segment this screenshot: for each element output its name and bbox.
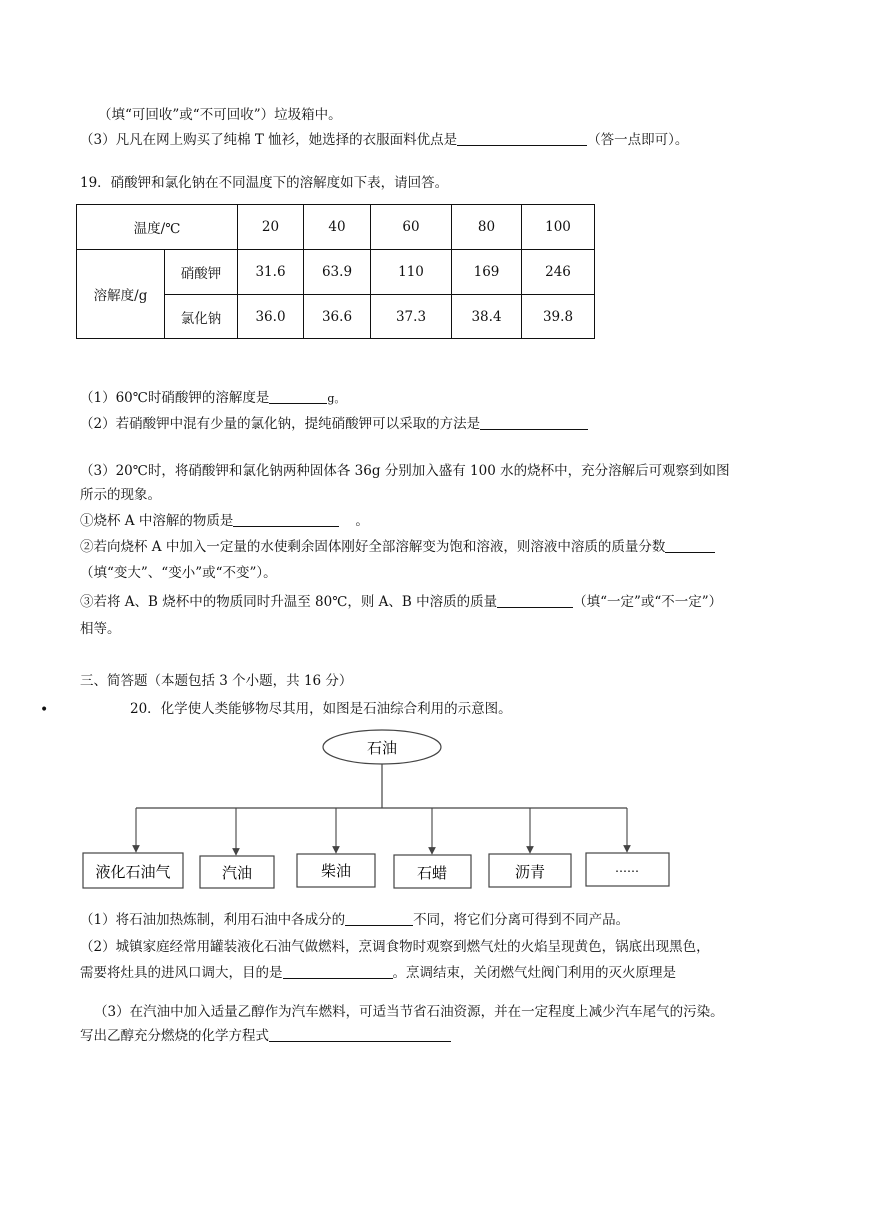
question-text: 不同，将它们分离可得到不同产品。 <box>413 912 630 928</box>
text-line: （2）城镇家庭经常用罐装液化石油气做燃料，烹调食物时观察到燃气灶的火焰呈现黄色，锅底出现黑色， <box>80 939 710 955</box>
value-cell: 169 <box>452 250 522 295</box>
temp-cell: 40 <box>304 205 371 250</box>
text-line: （填“可回收”或“不可回收”）垃圾箱中。 <box>98 107 342 123</box>
question-text: 。 <box>355 513 369 529</box>
product-label: 石蜡 <box>416 864 448 882</box>
question-text: （3）凡凡在网上购买了纯棉 T 恤衫，她选择的衣服面料优点是 <box>80 132 458 148</box>
question-19-title: 19．硝酸钾和氯化钠在不同温度下的溶解度如下表，请回答。 <box>80 175 449 191</box>
product-label: 汽油 <box>221 864 253 882</box>
question-text: （2）若硝酸钾中混有少量的氯化钠，提纯硝酸钾可以采取的方法是 <box>80 416 481 432</box>
section-title: 三、简答题（本题包括 3 个小题，共 16 分） <box>80 673 353 689</box>
question-text: （1）60℃时硝酸钾的溶解度是 <box>80 390 270 406</box>
solubility-label: 溶解度/g <box>77 250 165 339</box>
question-line <box>80 964 676 982</box>
value-cell: 63.9 <box>304 250 371 295</box>
substance-name: 硝酸钾 <box>165 250 238 295</box>
question-text: （1）将石油加热炼制，利用石油中各成分的 <box>80 912 346 928</box>
question-20-title: 20．化学使人类能够物尽其用，如图是石油综合利用的示意图。 <box>130 701 512 717</box>
text-line: 相等。 <box>80 621 121 637</box>
value-cell: 246 <box>522 250 595 295</box>
substance-name: 氯化钠 <box>165 295 238 339</box>
product-label: 沥青 <box>514 863 546 881</box>
temp-header: 温度/℃ <box>77 205 238 250</box>
answer-blank[interactable] <box>283 964 393 979</box>
value-cell: 37.3 <box>371 295 452 339</box>
question-text: ①烧杯 A 中溶解的物质是 <box>80 513 234 529</box>
temp-cell: 20 <box>238 205 304 250</box>
value-cell: 36.6 <box>304 295 371 339</box>
question-text: ③若将 A、B 烧杯中的物质同时升温至 80℃，则 A、B 中溶质的质量 <box>80 594 498 610</box>
answer-blank[interactable] <box>345 911 413 926</box>
product-label: 液化石油气 <box>95 863 171 881</box>
product-label: 柴油 <box>320 862 352 880</box>
answer-blank[interactable] <box>269 1027 451 1042</box>
temp-cell: 80 <box>452 205 522 250</box>
value-cell: 110 <box>371 250 452 295</box>
question-line <box>80 1027 451 1045</box>
value-cell: 36.0 <box>238 295 304 339</box>
product-label: …… <box>615 861 639 875</box>
text-line: 所示的现象。 <box>80 487 161 503</box>
question-text: 需要将灶具的进风口调大，目的是 <box>80 965 283 981</box>
text-line: （填“变大”、“变小”或“不变”）。 <box>80 565 277 581</box>
value-cell: 31.6 <box>238 250 304 295</box>
root-label: 石油 <box>366 739 398 757</box>
question-text: ②若向烧杯 A 中加入一定量的水使剩余固体刚好全部溶解变为饱和溶液，则溶液中溶质的质量分数 <box>80 539 666 555</box>
question-text: g。 <box>327 392 346 405</box>
bullet: • <box>40 702 49 718</box>
question-text: 。烹调结束，关闭燃气灶阀门利用的灭火原理是 <box>392 965 676 981</box>
text-line: （3）20℃时，将硝酸钾和氯化钠两种固体各 36g 分别加入盛有 100 水的烧杯中，充分溶解后可观察到如图 <box>80 463 730 479</box>
question-line <box>80 911 629 929</box>
value-cell: 38.4 <box>452 295 522 339</box>
value-cell: 39.8 <box>522 295 595 339</box>
question-text: （填“一定”或“不一定”） <box>573 594 723 610</box>
text-line: （3）在汽油中加入适量乙醇作为汽车燃料，可适当节省石油资源，并在一定程度上减少汽车尾气的污染。 <box>94 1004 724 1020</box>
temp-cell: 100 <box>522 205 595 250</box>
question-text: （答一点即可）。 <box>587 132 689 148</box>
question-text: 写出乙醇充分燃烧的化学方程式 <box>80 1028 269 1044</box>
temp-cell: 60 <box>371 205 452 250</box>
